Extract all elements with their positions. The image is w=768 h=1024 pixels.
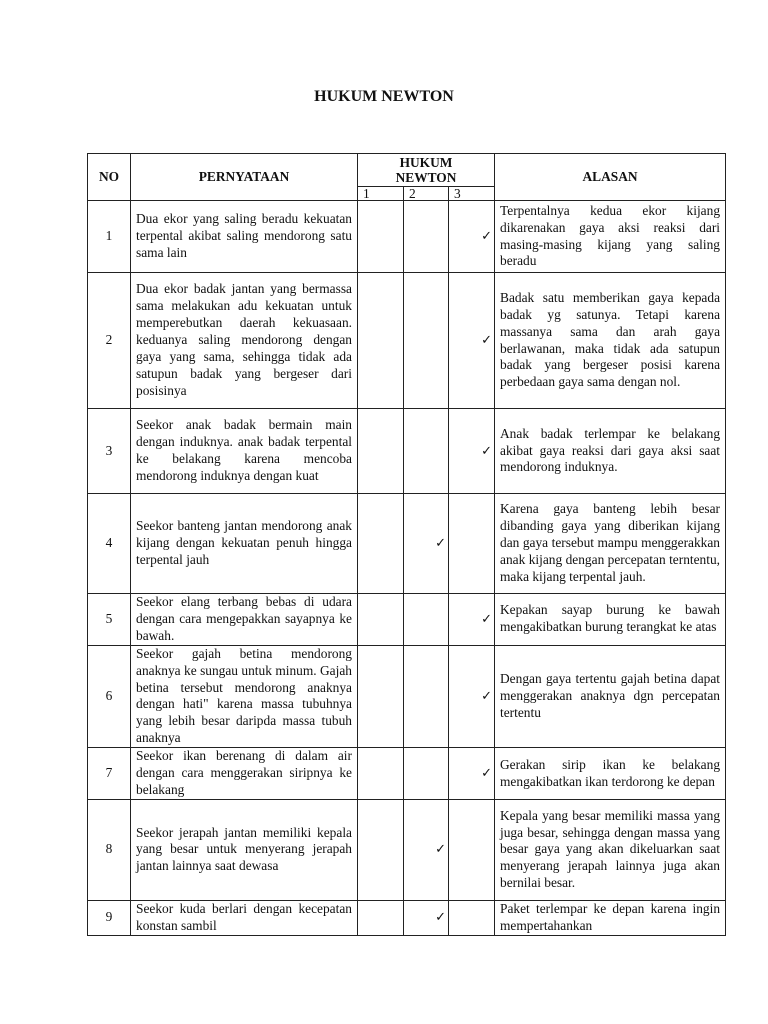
law-1-cell: [358, 409, 404, 494]
row-number: 5: [88, 594, 131, 646]
reason-cell: Gerakan sirip ikan ke belakang mengakibatkan ikan terdorong ke depan: [495, 748, 726, 800]
law-1-cell: [358, 748, 404, 800]
header-statement: PERNYATAAN: [131, 154, 358, 201]
law-3-cell: [449, 409, 495, 494]
table-row: [88, 799, 726, 900]
check-icon: ✓: [481, 610, 493, 626]
law-2-cell: [404, 900, 449, 935]
header-law-line1: HUKUM: [399, 155, 453, 170]
law-3-cell: [449, 900, 495, 935]
law-3-cell: [449, 273, 495, 409]
law-1-cell: [358, 201, 404, 273]
header-law-1: 1: [358, 187, 404, 201]
statement-cell: Seekor ikan berenang di dalam air dengan cara menggerakan siripnya ke belakang: [131, 748, 358, 800]
row-number: 7: [88, 748, 131, 800]
header-newton-law: [358, 154, 495, 187]
statement-cell: Seekor banteng jantan mendorong anak kijang dengan kekuatan penuh hingga terpental jauh: [131, 494, 358, 594]
row-number: 9: [88, 900, 131, 935]
check-icon: ✓: [481, 332, 493, 348]
statement-cell: Seekor elang terbang bebas di udara dengan cara mengepakkan sayapnya ke bawah.: [131, 594, 358, 646]
reason-cell: Dengan gaya tertentu gajah betina dapat menggerakan anaknya dgn percepatan tertentu: [495, 645, 726, 747]
header-law-3: 3: [449, 187, 495, 201]
header-reason: ALASAN: [495, 154, 726, 201]
law-2-cell: [404, 201, 449, 273]
law-1-cell: [358, 594, 404, 646]
check-icon: ✓: [481, 442, 493, 458]
statement-cell: Seekor gajah betina mendorong anaknya ke sungau untuk minum. Gajah betina tersebut mendorong anaknya dengan hati" karena massa tubuhnya yang lebih besar daripda massa tubuh anaknya: [131, 645, 358, 747]
table-row: [88, 409, 726, 494]
table-row: [88, 273, 726, 409]
law-2-cell: [404, 645, 449, 747]
statement-cell: Seekor anak badak bermain main dengan induknya. anak badak terpental ke belakang karena mencoba mendorong induknya dengan kuat: [131, 409, 358, 494]
law-3-cell: [449, 594, 495, 646]
check-icon: ✓: [435, 535, 446, 551]
table-row: [88, 494, 726, 594]
table-row: [88, 594, 726, 646]
law-3-cell: [449, 494, 495, 594]
reason-cell: Anak badak terlempar ke belakang akibat gaya reaksi dari gaya aksi saat mendorong induknya.: [495, 409, 726, 494]
check-icon: ✓: [481, 765, 493, 781]
law-2-cell: [404, 799, 449, 900]
law-3-cell: [449, 201, 495, 273]
law-1-cell: [358, 645, 404, 747]
newton-law-table: [87, 153, 726, 936]
law-2-cell: [404, 494, 449, 594]
table-row: [88, 748, 726, 800]
law-3-cell: [449, 645, 495, 747]
law-3-cell: [449, 799, 495, 900]
statement-cell: Dua ekor yang saling beradu kekuatan terpental akibat saling mendorong satu sama lain: [131, 201, 358, 273]
law-3-cell: [449, 748, 495, 800]
reason-cell: Badak satu memberikan gaya kepada badak yg satunya. Tetapi karena massanya sama dan arah gaya berlawanan, maka tidak ada satupun badak yang bergeser posisi karena perbedaan gaya sama dengan nol.: [495, 273, 726, 409]
row-number: 8: [88, 799, 131, 900]
law-1-cell: [358, 799, 404, 900]
reason-cell: Terpentalnya kedua ekor kijang dikarenakan gaya aksi reaksi dari masing-masing kijang yang saling beradu: [495, 201, 726, 273]
row-number: 2: [88, 273, 131, 409]
header-law-line2: NEWTON: [395, 170, 457, 185]
header-no: NO: [88, 154, 131, 201]
check-icon: ✓: [481, 687, 493, 703]
table-row: [88, 900, 726, 935]
row-number: 4: [88, 494, 131, 594]
law-1-cell: [358, 900, 404, 935]
statement-cell: Seekor jerapah jantan memiliki kepala yang besar untuk menyerang jerapah jantan lainnya saat dewasa: [131, 799, 358, 900]
statement-cell: Dua ekor badak jantan yang bermassa sama melakukan adu kekuatan untuk memperebutkan daerah kekuasaan. keduanya saling mendorong dengan gaya yang sama, sehingga tidak ada satupun badak yang bergeser dari posisinya: [131, 273, 358, 409]
document-title: HUKUM NEWTON: [314, 88, 454, 105]
check-icon: ✓: [481, 228, 493, 244]
law-2-cell: [404, 409, 449, 494]
law-2-cell: [404, 748, 449, 800]
law-1-cell: [358, 273, 404, 409]
law-2-cell: [404, 273, 449, 409]
reason-cell: Kepala yang besar memiliki massa yang juga besar, sehingga dengan massa yang besar gaya yang akan dikeluarkan saat menyerang jerapah lainnya juga akan bernilai besar.: [495, 799, 726, 900]
check-icon: ✓: [435, 909, 446, 925]
check-icon: ✓: [435, 841, 446, 857]
row-number: 3: [88, 409, 131, 494]
law-1-cell: [358, 494, 404, 594]
row-number: 1: [88, 201, 131, 273]
header-law-2: 2: [404, 187, 449, 201]
law-2-cell: [404, 594, 449, 646]
reason-cell: Paket terlempar ke depan karena ingin mempertahankan: [495, 900, 726, 935]
statement-cell: Seekor kuda berlari dengan kecepatan konstan sambil: [131, 900, 358, 935]
table-row: [88, 645, 726, 747]
table-row: [88, 201, 726, 273]
row-number: 6: [88, 645, 131, 747]
reason-cell: Karena gaya banteng lebih besar dibanding gaya yang diberikan kijang dan gaya tersebut mampu menggerakkan anak kijang dengan percepatan terntentu, maka kijang terpental jauh.: [495, 494, 726, 594]
reason-cell: Kepakan sayap burung ke bawah mengakibatkan burung terangkat ke atas: [495, 594, 726, 646]
